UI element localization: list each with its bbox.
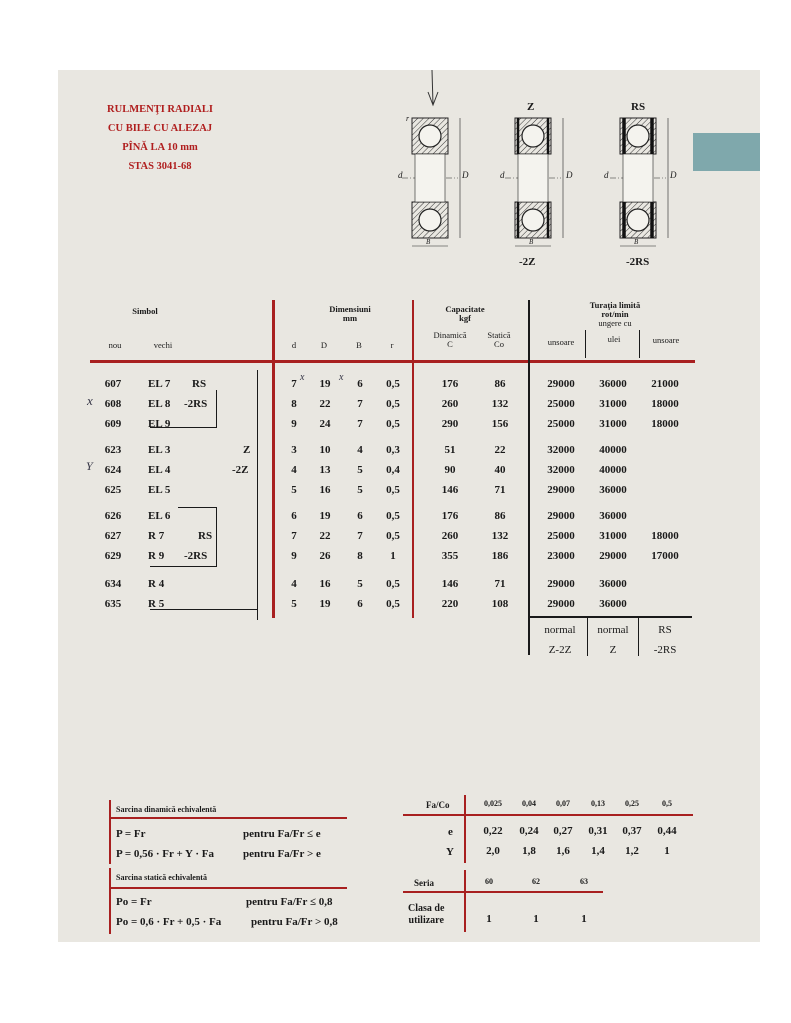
dyn-formula-1-left: P = Fr	[116, 828, 146, 840]
diagram-top-z: Z	[527, 101, 535, 113]
stat-title: Sarcina statică echivalentă	[116, 873, 207, 882]
dyn-formula-2-right: pentru Fa/Fr > e	[243, 848, 321, 860]
title-line-3: PÎNĂ LA 10 mm	[122, 142, 198, 153]
header-D: D	[320, 340, 328, 350]
factor-e-value: 0,44	[657, 825, 677, 837]
cell-d: 5	[291, 598, 297, 610]
cell-d: 4	[291, 578, 297, 590]
cell-B: 5	[357, 484, 363, 496]
cell-nou: 629	[104, 550, 122, 562]
factor-head-value: 0,25	[625, 799, 639, 808]
cell-r: 0,5	[386, 418, 400, 430]
bracket-1-vertical	[216, 390, 217, 428]
bracket-2-top	[178, 507, 217, 508]
series-hrule	[403, 891, 603, 893]
cell-vechi: EL 8	[148, 398, 171, 410]
cell-n3: 18000	[651, 530, 679, 542]
cell-n3: 17000	[651, 550, 679, 562]
cell-n2: 40000	[599, 444, 627, 456]
factor-y-value: 1,4	[591, 845, 605, 857]
series-head-value: 63	[580, 877, 588, 886]
factor-y-value: 1,8	[522, 845, 536, 857]
cell-n2: 40000	[599, 464, 627, 476]
cell-n1: 29000	[547, 484, 575, 496]
cell-D: 19	[319, 378, 331, 390]
cell-Co: 108	[491, 598, 509, 610]
factor-e-value: 0,22	[483, 825, 503, 837]
cell-nou: 607	[104, 378, 122, 390]
label-D-3: D	[670, 170, 677, 180]
series-head-value: 60	[485, 877, 493, 886]
cell-nou: 609	[104, 418, 122, 430]
table-vertical-rule-1	[272, 300, 275, 618]
factor-y-value: 1,2	[625, 845, 639, 857]
cell-C: 260	[441, 398, 459, 410]
cell-Co: 86	[494, 510, 506, 522]
cell-r: 0,4	[386, 464, 400, 476]
cell-D: 19	[319, 598, 331, 610]
factor-head-value: 0,07	[556, 799, 570, 808]
header-simbol: Simbol	[132, 306, 158, 316]
cell-C: 146	[441, 578, 459, 590]
cell-C: 90	[444, 464, 456, 476]
cell-Co: 86	[494, 378, 506, 390]
footer-top-1: normal	[544, 624, 576, 636]
title-line-4: STAS 3041-68	[128, 161, 192, 172]
footer-divider-2	[638, 616, 639, 656]
cell-r: 0,3	[386, 444, 400, 456]
header-d: d	[291, 340, 297, 350]
formula-hrule-1	[109, 817, 347, 819]
footer-rule	[528, 616, 692, 618]
cell-C: 220	[441, 598, 459, 610]
cell-n2: 36000	[599, 578, 627, 590]
table-subdivider-1	[585, 330, 586, 358]
cell-vechi: R 7	[148, 530, 165, 542]
cell-D: 22	[319, 398, 331, 410]
factor-hrule	[403, 814, 693, 816]
bearing-diagrams	[0, 0, 791, 300]
cell-D: 22	[319, 530, 331, 542]
label-D-1: D	[462, 170, 469, 180]
cell-n3: 18000	[651, 418, 679, 430]
label-D-2: D	[566, 170, 573, 180]
diagram-bottom-2rs: -2RS	[626, 256, 650, 268]
footer-bottom-2: Z	[609, 644, 617, 656]
table-header-rule	[90, 360, 695, 363]
factor-head-value: 0,04	[522, 799, 536, 808]
label-B-1: B	[426, 238, 431, 246]
cell-vechi: EL 7	[148, 378, 171, 390]
cell-Co: 40	[494, 464, 506, 476]
cell-n2: 31000	[599, 398, 627, 410]
cell-C: 176	[441, 510, 459, 522]
title-line-2: CU BILE CU ALEZAJ	[107, 123, 213, 134]
cell-nou: 634	[104, 578, 122, 590]
cell-D: 16	[319, 578, 331, 590]
factor-y-value: 1	[664, 845, 670, 857]
cell-d: 9	[291, 418, 297, 430]
cell-d: 6	[291, 510, 297, 522]
cell-r: 0,5	[386, 484, 400, 496]
cell-Co: 22	[494, 444, 506, 456]
series-row-label: Clasa de utilizare	[408, 903, 445, 926]
cell-n1: 25000	[547, 398, 575, 410]
cell-Co: 132	[491, 530, 509, 542]
cell-n1: 25000	[547, 418, 575, 430]
footer-bottom-1: Z-2Z	[548, 644, 572, 656]
cell-d: 8	[291, 398, 297, 410]
cell-B: 7	[357, 530, 363, 542]
bearing-z	[505, 118, 563, 246]
cell-r: 0,5	[386, 598, 400, 610]
cell-C: 176	[441, 378, 459, 390]
factor-head-value: 0,5	[662, 799, 672, 808]
cell-n1: 29000	[547, 378, 575, 390]
label-B-2: B	[529, 238, 534, 246]
factor-y-label: Y	[446, 846, 454, 858]
cell-r: 0,5	[386, 510, 400, 522]
cell-n2: 29000	[599, 550, 627, 562]
cell-vechi: EL 6	[148, 510, 171, 522]
footer-top-2: normal	[597, 624, 629, 636]
factor-e-value: 0,31	[588, 825, 608, 837]
cell-Co: 132	[491, 398, 509, 410]
bracket-2-vertical	[216, 507, 217, 567]
header-B: B	[356, 340, 362, 350]
cell-n1: 32000	[547, 464, 575, 476]
header-statica: Statică Co	[487, 330, 511, 349]
cell-nou: 624	[104, 464, 122, 476]
header-dimensiuni: Dimensiuni mm	[329, 304, 371, 323]
cell-nou: 626	[104, 510, 122, 522]
dyn-formula-1-right: pentru Fa/Fr ≤ e	[243, 828, 321, 840]
series-row-value: 1	[581, 913, 587, 925]
cell-vechi: R 4	[148, 578, 165, 590]
factor-head-label: Fa/Co	[426, 800, 450, 810]
cell-B: 5	[357, 464, 363, 476]
cell-n2: 36000	[599, 510, 627, 522]
cell-vechi: EL 5	[148, 484, 171, 496]
cell-n3: 18000	[651, 398, 679, 410]
cell-d: 4	[291, 464, 297, 476]
header-unsoare-2: unsoare	[652, 335, 680, 345]
dyn-title: Sarcina dinamică echivalentă	[116, 805, 217, 814]
cell-r: 1	[390, 550, 396, 562]
cell-D: 13	[319, 464, 331, 476]
cell-d: 7	[291, 378, 297, 390]
bearing-rs	[610, 118, 668, 246]
factor-vrule	[464, 795, 466, 863]
cell-r: 0,5	[386, 578, 400, 590]
stat-formula-2-left: Po = 0,6 · Fr + 0,5 · Fa	[116, 916, 222, 928]
footer-top-3: RS	[658, 624, 672, 636]
series-head-label: Seria	[414, 878, 434, 888]
cell-Co: 186	[491, 550, 509, 562]
cell-n1: 29000	[547, 598, 575, 610]
bracket-2-horizontal	[150, 566, 217, 567]
bracket-3	[150, 609, 257, 610]
cell-nou: 623	[104, 444, 122, 456]
cell-D: 24	[319, 418, 331, 430]
factor-y-value: 1,6	[556, 845, 570, 857]
cell-nou: 627	[104, 530, 122, 542]
header-turatia: Turaţia limită rot/min ungere cu	[589, 300, 641, 328]
cell-B: 4	[357, 444, 363, 456]
cell-Co: 71	[494, 578, 506, 590]
label-d-2: d	[500, 170, 505, 180]
cell-B: 5	[357, 578, 363, 590]
cell-n2: 31000	[599, 530, 627, 542]
cell-vechi: EL 4	[148, 464, 171, 476]
header-r: r	[390, 340, 394, 350]
cell-d: 9	[291, 550, 297, 562]
formula-hrule-2	[109, 887, 347, 889]
cell-d: 5	[291, 484, 297, 496]
factor-y-value: 2,0	[486, 845, 500, 857]
cell-C: 146	[441, 484, 459, 496]
factor-e-value: 0,37	[622, 825, 642, 837]
formula-left-rule-2	[109, 868, 111, 934]
title-line-1: RULMENŢI RADIALI	[107, 104, 213, 115]
factor-head-value: 0,025	[484, 799, 502, 808]
cell-vechi: R 9	[148, 550, 165, 562]
stat-formula-1-right: pentru Fa/Fr ≤ 0,8	[246, 896, 333, 908]
header-nou: nou	[108, 340, 122, 350]
cell-nou: 608	[104, 398, 122, 410]
dyn-formula-2-left: P = 0,56 · Fr + Y · Fa	[116, 848, 214, 860]
cell-suffix: RS	[192, 378, 207, 390]
cell-vechi: R 5	[148, 598, 165, 610]
cell-B: 6	[357, 510, 363, 522]
cell-n1: 32000	[547, 444, 575, 456]
cell-B: 8	[357, 550, 363, 562]
table-subdivider-2	[639, 330, 640, 358]
factor-head-value: 0,13	[591, 799, 605, 808]
header-capacitate: Capacitate kgf	[445, 304, 485, 323]
cell-C: 355	[441, 550, 459, 562]
label-B-3: B	[634, 238, 639, 246]
cell-D: 19	[319, 510, 331, 522]
header-ulei: ulei	[607, 334, 621, 344]
pen-mark-1: x	[87, 393, 93, 408]
factor-e-label: e	[448, 826, 453, 838]
cell-n1: 23000	[547, 550, 575, 562]
cell-d: 7	[291, 530, 297, 542]
cell-vechi: EL 3	[148, 444, 171, 456]
cell-D: 16	[319, 484, 331, 496]
cell-n3: 21000	[651, 378, 679, 390]
header-unsoare-1: unsoare	[547, 337, 575, 347]
bracket-group-1	[257, 370, 258, 620]
cell-nou: 635	[104, 598, 122, 610]
header-vechi: vechi	[153, 340, 173, 350]
pen-mark-2: x	[300, 372, 305, 383]
cell-B: 7	[357, 398, 363, 410]
diagram-top-rs: RS	[631, 101, 646, 113]
cell-r: 0,5	[386, 378, 400, 390]
series-row-value: 1	[486, 913, 492, 925]
cell-nou: 625	[104, 484, 122, 496]
pen-mark-4: Y	[86, 459, 93, 473]
label-d-1: d	[398, 170, 403, 180]
cell-r: 0,5	[386, 398, 400, 410]
cell-suffix: -2RS	[184, 398, 208, 410]
cell-D: 10	[319, 444, 331, 456]
label-r-1: r	[406, 114, 410, 123]
cell-suffix: Z	[243, 444, 251, 456]
cell-n2: 31000	[599, 418, 627, 430]
cell-B: 6	[357, 598, 363, 610]
cell-n2: 36000	[599, 484, 627, 496]
factor-e-value: 0,27	[553, 825, 573, 837]
series-row-value: 1	[533, 913, 539, 925]
label-d-3: d	[604, 170, 609, 180]
cell-B: 7	[357, 418, 363, 430]
formula-left-rule-1	[109, 800, 111, 864]
cell-vechi: EL 9	[148, 418, 171, 430]
diagram-bottom-2z: -2Z	[519, 256, 536, 268]
cell-d: 3	[291, 444, 297, 456]
cell-suffix: -2Z	[232, 464, 249, 476]
stat-formula-1-left: Po = Fr	[116, 896, 152, 908]
cell-n2: 36000	[599, 378, 627, 390]
table-vertical-rule-2	[412, 300, 414, 618]
factor-e-value: 0,24	[519, 825, 539, 837]
cell-Co: 71	[494, 484, 506, 496]
cell-suffix: -2RS	[184, 550, 208, 562]
cell-n1: 25000	[547, 530, 575, 542]
table-vertical-rule-3	[528, 300, 530, 655]
cell-n1: 29000	[547, 578, 575, 590]
cell-C: 51	[444, 444, 456, 456]
stat-formula-2-right: pentru Fa/Fr > 0,8	[251, 916, 338, 928]
pen-mark-3: x	[339, 372, 344, 383]
cell-suffix: RS	[198, 530, 213, 542]
cell-D: 26	[319, 550, 331, 562]
cell-n2: 36000	[599, 598, 627, 610]
footer-bottom-3: -2RS	[653, 644, 677, 656]
cell-Co: 156	[491, 418, 509, 430]
cell-C: 290	[441, 418, 459, 430]
bearing-open	[402, 118, 460, 246]
cell-C: 260	[441, 530, 459, 542]
cell-r: 0,5	[386, 530, 400, 542]
series-head-value: 62	[532, 877, 540, 886]
cell-B: 6	[357, 378, 363, 390]
header-dinamica: Dinamică C	[433, 330, 467, 349]
cell-n1: 29000	[547, 510, 575, 522]
series-vrule	[464, 870, 466, 932]
